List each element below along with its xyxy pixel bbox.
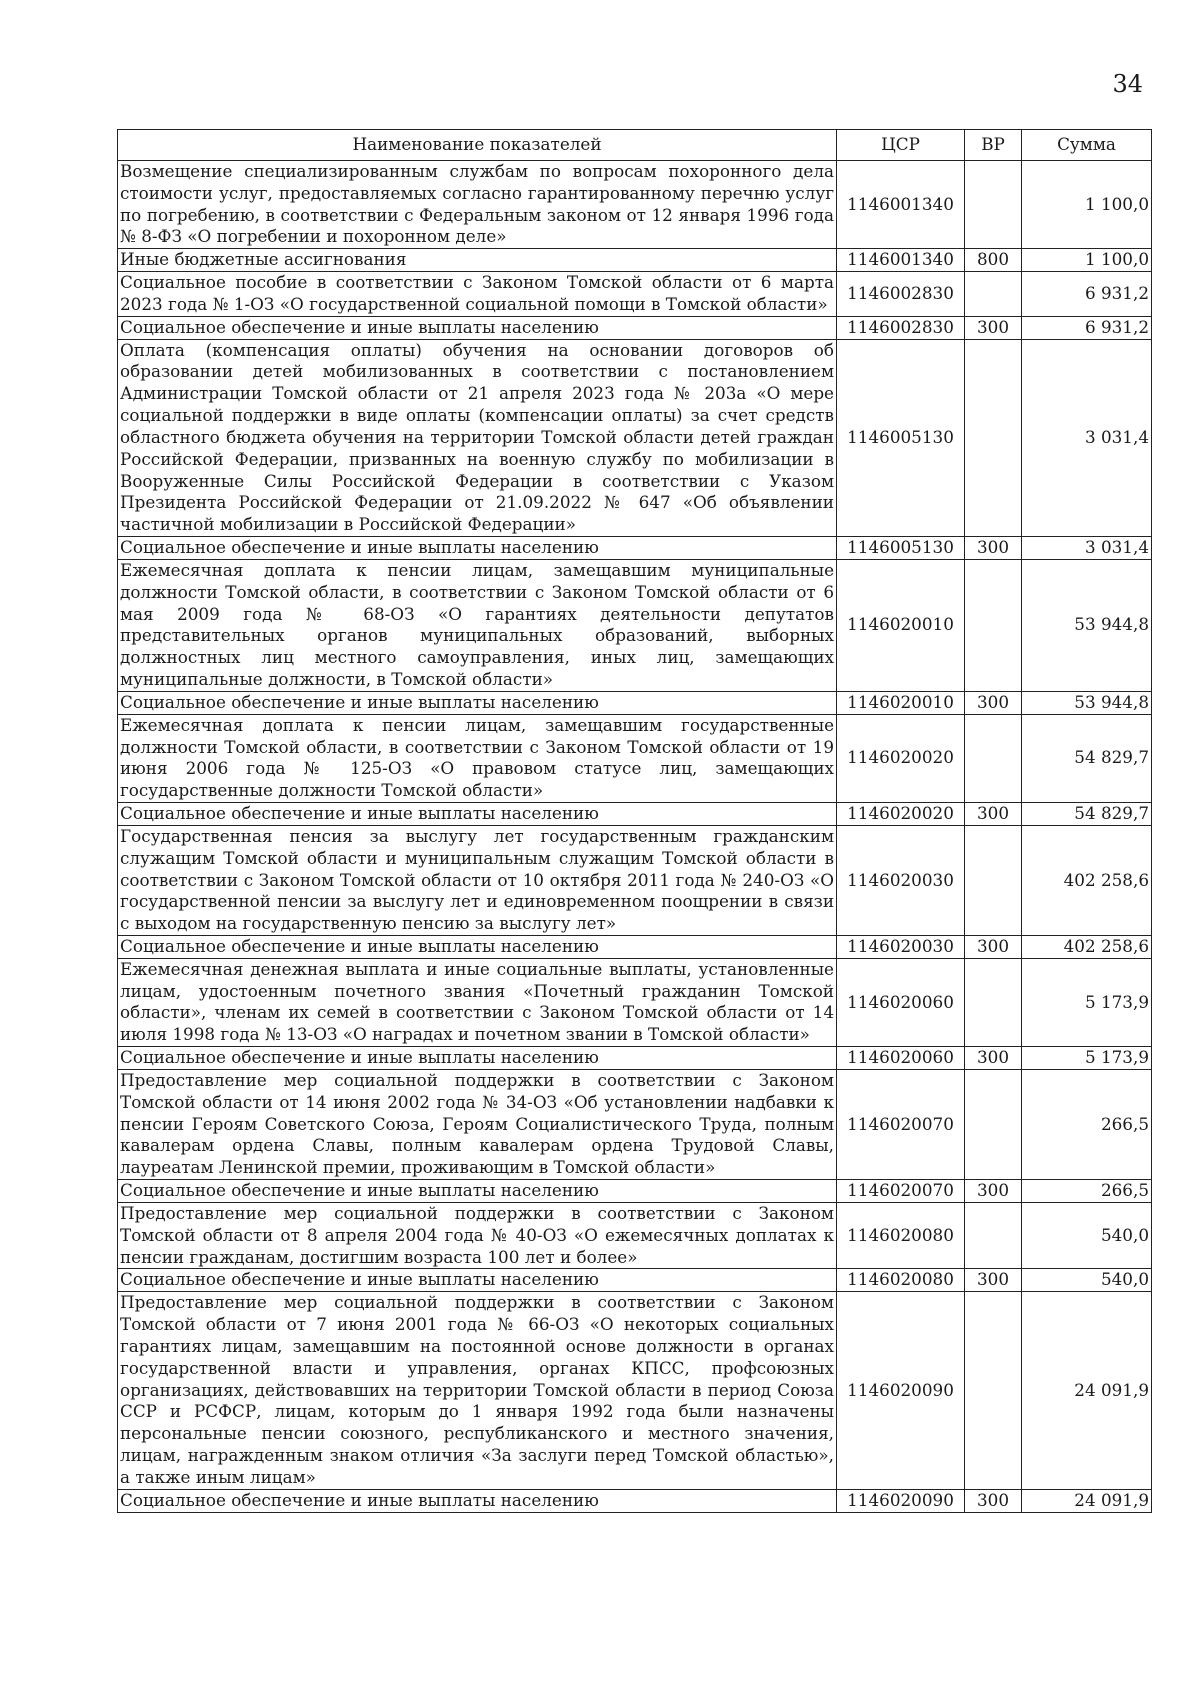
cell-csr: 1146020010	[837, 691, 965, 714]
cell-csr: 1146020070	[837, 1180, 965, 1203]
cell-vr	[965, 1069, 1022, 1179]
table-row	[118, 1180, 1152, 1203]
cell-csr: 1146020070	[837, 1069, 965, 1179]
cell-vr: 300	[965, 803, 1022, 826]
cell-vr	[965, 272, 1022, 317]
cell-csr: 1146002830	[837, 316, 965, 339]
cell-name: Ежемесячная доплата к пенсии лицам, замещавшим государственные должности Томской области, в соответствии с Законом Томской области от 19 июня 2006 года № 125-ОЗ «О правовом статусе лиц, замещающих государственные должности Томской области»	[118, 714, 837, 802]
cell-csr: 1146020090	[837, 1489, 965, 1512]
cell-name: Предоставление мер социальной поддержки в соответствии с Законом Томской области от 8 апреля 2004 года № 40-ОЗ «О ежемесячных доплатах к пенсии гражданам, достигшим возраста 100 лет и более»	[118, 1202, 837, 1268]
cell-sum: 540,0	[1022, 1269, 1152, 1292]
cell-name: Предоставление мер социальной поддержки в соответствии с Законом Томской области от 14 июня 2002 года № 34-ОЗ «Об установлении надбавки к пенсии Героям Советского Союза, Героям Социалистического Труда, полным кавалерам ордена Славы, полным кавалерам ордена Трудовой Славы, лауреатам Ленинской премии, проживающим в Томской области»	[118, 1069, 837, 1179]
cell-sum: 6 931,2	[1022, 272, 1152, 317]
cell-name: Социальное обеспечение и иные выплаты населению	[118, 316, 837, 339]
cell-vr	[965, 559, 1022, 691]
budget-table	[117, 129, 1152, 1513]
table-row	[118, 1269, 1152, 1292]
cell-vr: 300	[965, 1489, 1022, 1512]
cell-csr: 1146020080	[837, 1202, 965, 1268]
cell-sum: 402 258,6	[1022, 935, 1152, 958]
table-row	[118, 316, 1152, 339]
table-row	[118, 339, 1152, 536]
cell-vr: 300	[965, 537, 1022, 560]
cell-sum: 402 258,6	[1022, 825, 1152, 935]
cell-csr: 1146020080	[837, 1269, 965, 1292]
table-row	[118, 537, 1152, 560]
cell-name: Предоставление мер социальной поддержки в соответствии с Законом Томской области от 7 июня 2001 года № 66-ОЗ «О некоторых социальных гарантиях лицам, замещавшим на постоянной основе должности в органах государственной власти и управления, органах КПСС, профсоюзных организациях, действовавших на территории Томской области в период Союза ССР и РСФСР, лицам, которым до 1 января 1992 года были назначены персональные пенсии союзного, республиканского и местного значения, лицам, награжденным знаком отличия «За заслуги перед Томской областью», а также иным лицам»	[118, 1292, 837, 1489]
cell-csr: 1146020010	[837, 559, 965, 691]
page-number: 34	[1112, 70, 1143, 98]
cell-csr: 1146020020	[837, 714, 965, 802]
table-row	[118, 1069, 1152, 1179]
table-row	[118, 249, 1152, 272]
cell-csr: 1146020030	[837, 935, 965, 958]
cell-csr: 1146020060	[837, 958, 965, 1046]
header-name: Наименование показателей	[118, 130, 837, 161]
cell-vr: 300	[965, 316, 1022, 339]
header-vr: ВР	[965, 130, 1022, 161]
cell-sum: 540,0	[1022, 1202, 1152, 1268]
cell-sum: 24 091,9	[1022, 1292, 1152, 1489]
cell-vr	[965, 1292, 1022, 1489]
cell-sum: 1 100,0	[1022, 161, 1152, 249]
cell-vr: 300	[965, 691, 1022, 714]
cell-name: Социальное обеспечение и иные выплаты населению	[118, 1489, 837, 1512]
cell-name: Социальное обеспечение и иные выплаты населению	[118, 1047, 837, 1070]
cell-name: Ежемесячная доплата к пенсии лицам, замещавшим муниципальные должности Томской области, в соответствии с Законом Томской области от 6 мая 2009 года № 68-ОЗ «О гарантиях деятельности депутатов представительных органов муниципальных образований, выборных должностных лиц местного самоуправления, иных лиц, замещающих муниципальные должности, в Томской области»	[118, 559, 837, 691]
cell-csr: 1146005130	[837, 537, 965, 560]
cell-vr	[965, 714, 1022, 802]
table-row	[118, 161, 1152, 249]
cell-vr: 300	[965, 1180, 1022, 1203]
cell-name: Социальное обеспечение и иные выплаты населению	[118, 803, 837, 826]
cell-vr	[965, 825, 1022, 935]
cell-sum: 3 031,4	[1022, 537, 1152, 560]
cell-sum: 54 829,7	[1022, 803, 1152, 826]
cell-csr: 1146020020	[837, 803, 965, 826]
cell-csr: 1146001340	[837, 161, 965, 249]
cell-vr	[965, 339, 1022, 536]
cell-csr: 1146002830	[837, 272, 965, 317]
cell-csr: 1146020090	[837, 1292, 965, 1489]
cell-name: Социальное обеспечение и иные выплаты населению	[118, 537, 837, 560]
table-row	[118, 1202, 1152, 1268]
cell-vr	[965, 1202, 1022, 1268]
table-row	[118, 559, 1152, 691]
table-header-row	[118, 130, 1152, 161]
cell-sum: 5 173,9	[1022, 1047, 1152, 1070]
table-row	[118, 803, 1152, 826]
cell-sum: 266,5	[1022, 1180, 1152, 1203]
cell-name: Социальное обеспечение и иные выплаты населению	[118, 691, 837, 714]
table-row	[118, 958, 1152, 1046]
cell-name: Иные бюджетные ассигнования	[118, 249, 837, 272]
cell-csr: 1146020030	[837, 825, 965, 935]
cell-name: Ежемесячная денежная выплата и иные социальные выплаты, установленные лицам, удостоенным почетного звания «Почетный гражданин Томской области», членам их семей в соответствии с Законом Томской области от 14 июля 1998 года № 13-ОЗ «О наградах и почетном звании в Томской области»	[118, 958, 837, 1046]
cell-vr: 800	[965, 249, 1022, 272]
cell-name: Оплата (компенсация оплаты) обучения на основании договоров об образовании детей мобилизованных в соответствии с постановлением Администрации Томской области от 21 апреля 2023 года № 203а «О мере социальной поддержки в виде оплаты (компенсации оплаты) за счет средств областного бюджета обучения на территории Томской области детей граждан Российской Федерации, призванных на военную службу по мобилизации в Вооруженные Силы Российской Федерации в соответствии с Указом Президента Российской Федерации от 21.09.2022 № 647 «Об объявлении частичной мобилизации в Российской Федерации»	[118, 339, 837, 536]
table-row	[118, 1489, 1152, 1512]
table-row	[118, 825, 1152, 935]
cell-name: Социальное обеспечение и иные выплаты населению	[118, 1269, 837, 1292]
cell-sum: 266,5	[1022, 1069, 1152, 1179]
cell-vr	[965, 161, 1022, 249]
cell-sum: 1 100,0	[1022, 249, 1152, 272]
cell-sum: 53 944,8	[1022, 559, 1152, 691]
cell-sum: 24 091,9	[1022, 1489, 1152, 1512]
cell-name: Социальное пособие в соответствии с Законом Томской области от 6 марта 2023 года № 1-ОЗ «О государственной социальной помощи в Томской области»	[118, 272, 837, 317]
cell-vr: 300	[965, 1269, 1022, 1292]
table-row	[118, 714, 1152, 802]
cell-vr: 300	[965, 935, 1022, 958]
cell-vr	[965, 958, 1022, 1046]
cell-sum: 3 031,4	[1022, 339, 1152, 536]
cell-sum: 5 173,9	[1022, 958, 1152, 1046]
table-row	[118, 935, 1152, 958]
cell-sum: 54 829,7	[1022, 714, 1152, 802]
table-row	[118, 1047, 1152, 1070]
header-csr: ЦСР	[837, 130, 965, 161]
header-sum: Сумма	[1022, 130, 1152, 161]
table-row	[118, 691, 1152, 714]
cell-vr: 300	[965, 1047, 1022, 1070]
cell-csr: 1146005130	[837, 339, 965, 536]
cell-sum: 6 931,2	[1022, 316, 1152, 339]
cell-name: Социальное обеспечение и иные выплаты населению	[118, 935, 837, 958]
cell-name: Государственная пенсия за выслугу лет государственным гражданским служащим Томской области и муниципальным служащим Томской области в соответствии с Законом Томской области от 10 октября 2011 года № 240-ОЗ «О государственной пенсии за выслугу лет и единовременном поощрении в связи с выходом на государственную пенсию за выслугу лет»	[118, 825, 837, 935]
cell-name: Возмещение специализированным службам по вопросам похоронного дела стоимости услуг, предоставляемых согласно гарантированному перечню услуг по погребению, в соответствии с Федеральным законом от 12 января 1996 года № 8-ФЗ «О погребении и похоронном деле»	[118, 161, 837, 249]
table-row	[118, 1292, 1152, 1489]
cell-sum: 53 944,8	[1022, 691, 1152, 714]
cell-csr: 1146020060	[837, 1047, 965, 1070]
cell-csr: 1146001340	[837, 249, 965, 272]
cell-name: Социальное обеспечение и иные выплаты населению	[118, 1180, 837, 1203]
table-body	[118, 161, 1152, 1513]
table-row	[118, 272, 1152, 317]
